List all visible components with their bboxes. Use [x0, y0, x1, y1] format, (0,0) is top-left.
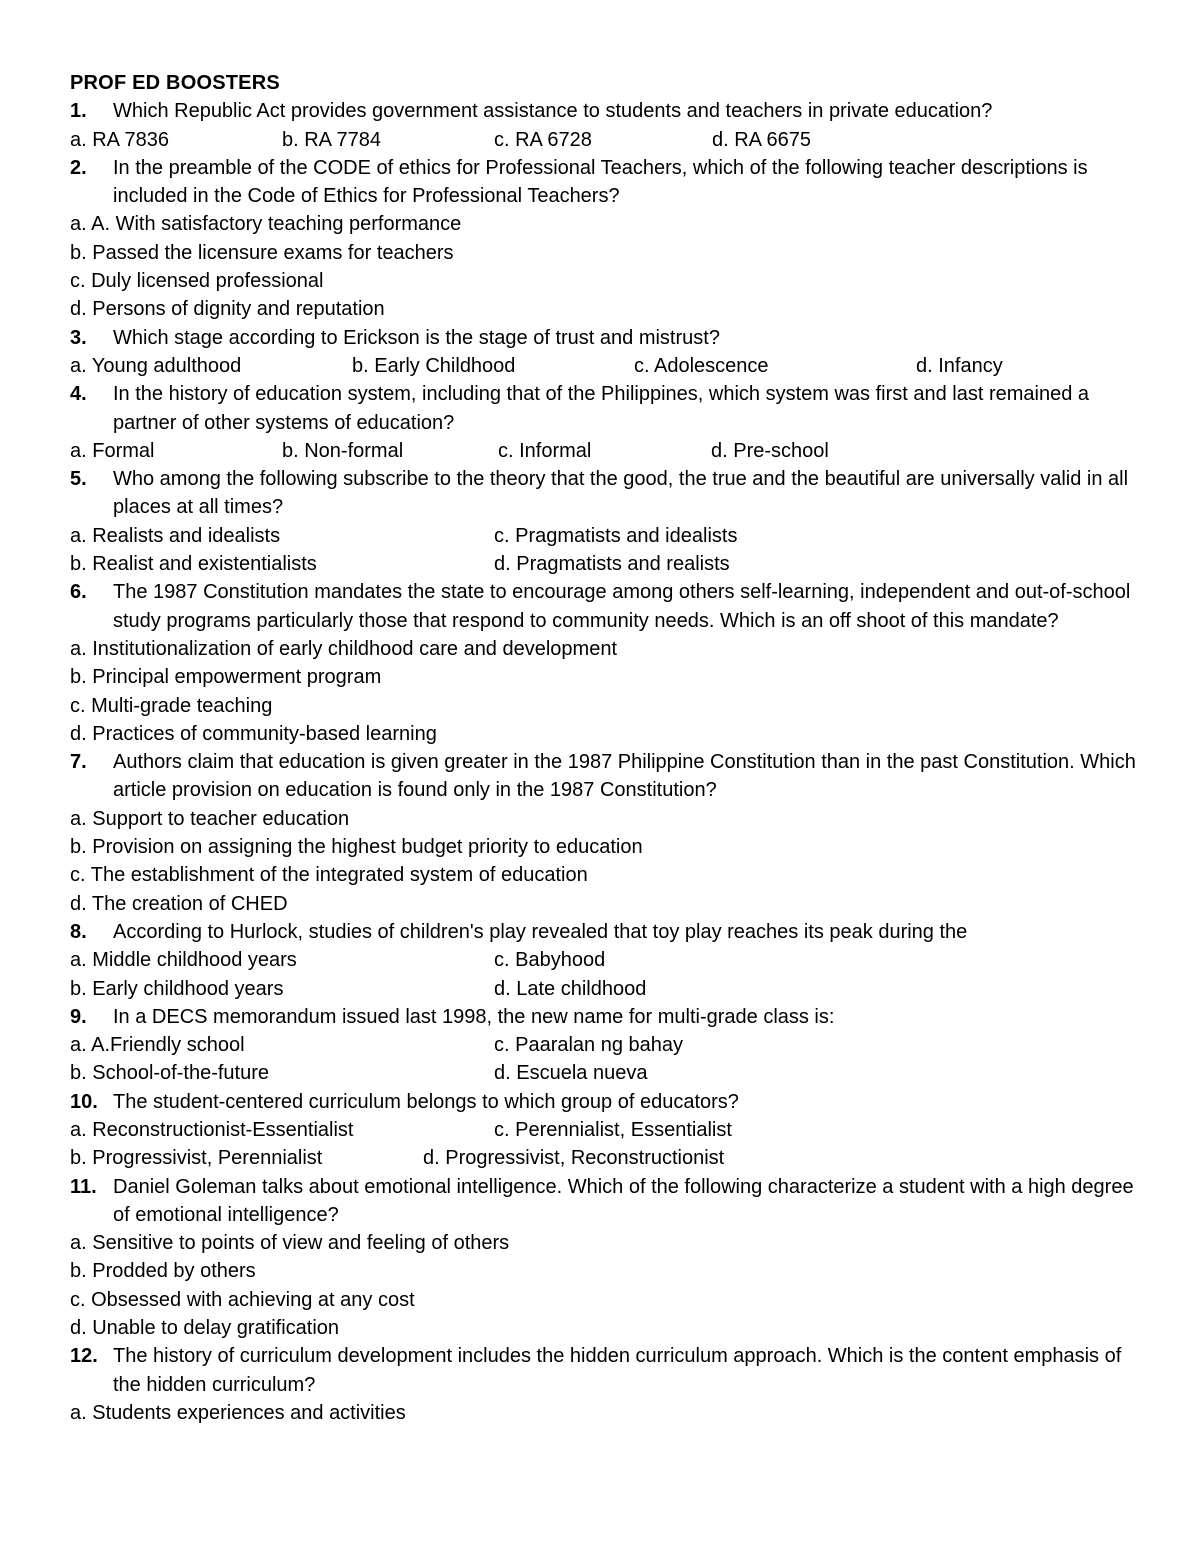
options-row [70, 1031, 1140, 1059]
page-title: PROF ED BOOSTERS [70, 72, 280, 94]
options-row [70, 975, 1140, 1003]
question-number: 2. [70, 156, 87, 179]
option-b: b. Non-formal [282, 439, 404, 462]
question-number: 1. [70, 100, 87, 123]
option-c: c. Duly licensed professional [70, 270, 324, 293]
option-d: d. Unable to delay gratification [70, 1317, 340, 1340]
option-c: c. Babyhood [494, 949, 606, 972]
question-stem: In a DECS memorandum issued last 1998, the new name for multi-grade class is: [113, 1005, 835, 1028]
document [70, 69, 1140, 1427]
option-b: b. Principal empowerment program [70, 666, 382, 689]
options-row [70, 437, 1140, 465]
question-stem: Which stage according to Erickson is the stage of trust and mistrust? [113, 326, 720, 349]
option-c: c. Obsessed with achieving at any cost [70, 1288, 415, 1311]
option-d: d. The creation of CHED [70, 892, 288, 915]
option-c: c. Informal [498, 439, 592, 462]
options-row [70, 126, 1140, 154]
option-b: b. Progressivist, Perennialist [70, 1147, 323, 1170]
question-stem: In the preamble of the CODE of ethics for Professional Teachers, which of the following teacher descriptions is included in the Code of Ethics for Professional Teachers? [113, 156, 1088, 208]
option-a: a. Middle childhood years [70, 949, 297, 972]
option-a: a. Young adulthood [70, 354, 242, 377]
option-a: a. A. With satisfactory teaching performance [70, 213, 462, 236]
question-stem: The history of curriculum development includes the hidden curriculum approach. Which is the content emphasis of the hidden curriculum? [113, 1345, 1122, 1396]
question-7 [70, 748, 1140, 805]
question-6 [70, 578, 1140, 635]
option-a: a. A.Friendly school [70, 1034, 245, 1057]
option-c: c. Adolescence [634, 354, 769, 377]
option-a: a. Reconstructionist-Essentialist [70, 1118, 354, 1141]
option-b: b. Prodded by others [70, 1260, 256, 1283]
question-12 [70, 1342, 1140, 1399]
question-stem: Who among the following subscribe to the theory that the good, the true and the beautiful are universally valid in all places at all times? [113, 468, 1129, 519]
question-stem: The 1987 Constitution mandates the state to encourage among others self-learning, independent and out-of-school study programs particularly those that respond to community needs. Which is an off shoot of this mandate? [113, 581, 1131, 632]
option-c: c. RA 6728 [494, 128, 592, 151]
question-11 [70, 1173, 1140, 1230]
question-8 [70, 918, 1140, 946]
question-9 [70, 1003, 1140, 1031]
question-stem: According to Hurlock, studies of children's play revealed that toy play reaches its peak during the [113, 920, 968, 943]
question-number: 12. [70, 1345, 98, 1368]
options-row [70, 1144, 1140, 1172]
option-b: b. Early Childhood [352, 354, 516, 377]
question-number: 10. [70, 1090, 98, 1113]
option-a: a. Support to teacher education [70, 807, 350, 830]
question-stem: In the history of education system, including that of the Philippines, which system was first and last remained a partner of other systems of education? [113, 383, 1090, 434]
option-d: d. Late childhood [494, 977, 647, 1000]
options-row [70, 946, 1140, 974]
question-number: 3. [70, 326, 87, 349]
option-d: d. Pragmatists and realists [494, 553, 730, 576]
option-d: d. Practices of community-based learning [70, 722, 437, 745]
question-number: 5. [70, 468, 87, 491]
option-d: d. Pre-school [711, 439, 829, 462]
option-b: b. Passed the licensure exams for teachers [70, 241, 454, 264]
question-1 [70, 97, 1140, 125]
option-a: a. Realists and idealists [70, 524, 281, 547]
option-a: a. Students experiences and activities [70, 1401, 406, 1424]
question-number: 6. [70, 581, 87, 604]
option-b: b. Realist and existentialists [70, 553, 317, 576]
option-c: c. Multi-grade teaching [70, 694, 273, 717]
option-d: d. Progressivist, Reconstructionist [423, 1147, 725, 1170]
option-c: c. The establishment of the integrated system of education [70, 864, 588, 887]
options-row [70, 522, 1140, 550]
question-number: 9. [70, 1005, 87, 1028]
question-10 [70, 1088, 1140, 1116]
options-row [70, 550, 1140, 578]
options-row [70, 352, 1140, 380]
question-number: 11. [70, 1175, 97, 1198]
question-3 [70, 324, 1140, 352]
question-5 [70, 465, 1140, 522]
option-a: a. Institutionalization of early childhood care and development [70, 637, 618, 660]
option-a: a. RA 7836 [70, 128, 169, 151]
option-d: d. Escuela nueva [494, 1062, 648, 1085]
options-row [70, 1116, 1140, 1144]
option-a: a. Sensitive to points of view and feeling of others [70, 1232, 510, 1255]
option-b: b. Early childhood years [70, 977, 284, 1000]
question-stem: Daniel Goleman talks about emotional intelligence. Which of the following characterize a student with a high degree of emotional intelligence? [113, 1175, 1134, 1226]
question-stem: Which Republic Act provides government assistance to students and teachers in private education? [113, 100, 993, 123]
option-c: c. Pragmatists and idealists [494, 524, 738, 547]
option-c: c. Paaralan ng bahay [494, 1034, 684, 1057]
question-4 [70, 380, 1140, 437]
option-d: d. Infancy [916, 354, 1003, 377]
question-number: 4. [70, 383, 87, 406]
question-number: 7. [70, 751, 87, 774]
question-2 [70, 154, 1140, 211]
question-number: 8. [70, 920, 87, 943]
options-row [70, 1059, 1140, 1087]
option-d: d. RA 6675 [712, 128, 811, 151]
option-a: a. Formal [70, 439, 155, 462]
question-stem: The student-centered curriculum belongs to which group of educators? [113, 1090, 739, 1113]
question-stem: Authors claim that education is given greater in the 1987 Philippine Constitution than in the past Constitution. Which article provision on education is found only in the 1987 Constitution? [113, 751, 1136, 802]
option-d: d. Persons of dignity and reputation [70, 298, 385, 321]
option-b: b. School-of-the-future [70, 1062, 269, 1085]
option-c: c. Perennialist, Essentialist [494, 1118, 732, 1141]
option-b: b. Provision on assigning the highest budget priority to education [70, 836, 643, 859]
option-b: b. RA 7784 [282, 128, 381, 151]
